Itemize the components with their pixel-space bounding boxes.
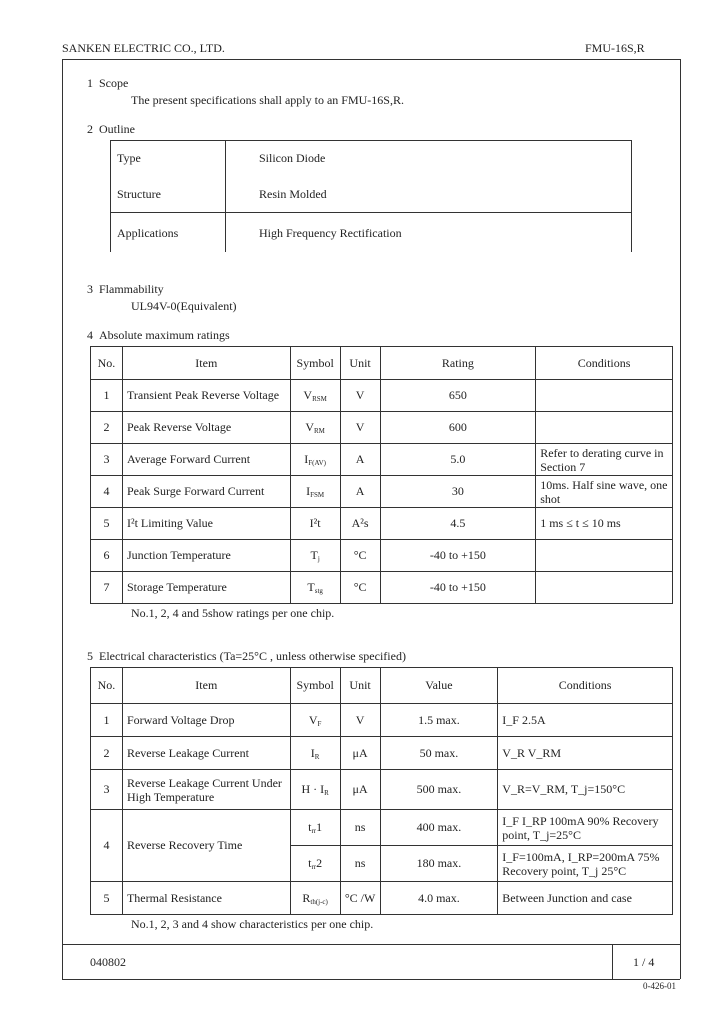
elec-header-no: No. (91, 668, 123, 704)
row-item: Peak Surge Forward Current (122, 476, 290, 508)
row-conditions (536, 572, 673, 604)
row-rating: 5.0 (380, 444, 536, 476)
row-rating: 30 (380, 476, 536, 508)
row-symbol: I²t (290, 508, 340, 540)
row-symbol: $I_R$ (290, 737, 340, 770)
frame-bottom (62, 979, 680, 980)
flammability-text: UL94V-0(Equivalent) (131, 299, 237, 313)
row-value: 400 max. (380, 810, 498, 846)
row-unit: A (340, 444, 380, 476)
row-item: Average Forward Current (122, 444, 290, 476)
row-conditions: 1 ms ≤ t ≤ 10 ms (536, 508, 673, 540)
table-row (91, 476, 673, 508)
row-no: 4 (91, 810, 123, 882)
row-conditions (536, 540, 673, 572)
outline-right-line (631, 140, 632, 252)
row-value: 180 max. (380, 846, 498, 882)
row-symbol: $t_{rr}1$ (290, 810, 340, 846)
table-row (91, 704, 673, 737)
table-row (91, 737, 673, 770)
row-conditions: I_F=100mA, I_RP=200mA 75% Recovery point, T_j 25°C (498, 846, 673, 882)
section-scope-heading: 1 Scope (87, 76, 129, 90)
frame-top (62, 59, 680, 60)
absmax-header-conditions: Conditions (536, 347, 673, 380)
row-item: Junction Temperature (122, 540, 290, 572)
elec-header-conditions: Conditions (498, 668, 673, 704)
row-unit: A (340, 476, 380, 508)
row-symbol: $V_{RM}$ (290, 412, 340, 444)
table-row (91, 540, 673, 572)
row-symbol: $I_{F(AV)}$ (290, 444, 340, 476)
row-symbol: $T_j$ (290, 540, 340, 572)
row-unit: °C (340, 572, 380, 604)
row-no: 1 (91, 380, 123, 412)
frame-left (62, 59, 63, 979)
table-row (91, 770, 673, 810)
row-conditions: V_R V_RM (498, 737, 673, 770)
outline-structure-label: Structure (117, 187, 161, 201)
table-row (91, 444, 673, 476)
company-name: SANKEN ELECTRIC CO., LTD. (62, 41, 225, 55)
row-rating: -40 to +150 (380, 540, 536, 572)
row-value: 50 max. (380, 737, 498, 770)
elec-header-value: Value (380, 668, 498, 704)
table-row (91, 380, 673, 412)
outline-top-line (110, 140, 632, 141)
outline-mid-line (110, 212, 632, 213)
row-no: 3 (91, 444, 123, 476)
row-item: Reverse Recovery Time (122, 810, 290, 882)
row-item: Forward Voltage Drop (122, 704, 290, 737)
row-item: I²t Limiting Value (122, 508, 290, 540)
row-symbol: $H \cdot I_R$ (290, 770, 340, 810)
row-item: Reverse Leakage Current Under High Temperature (122, 770, 290, 810)
row-value: 500 max. (380, 770, 498, 810)
row-conditions (536, 380, 673, 412)
row-symbol: $t_{rr}2$ (290, 846, 340, 882)
elec-note: No.1, 2, 3 and 4 show characteristics per one chip. (131, 917, 374, 931)
row-unit: A²s (340, 508, 380, 540)
outline-applications-label: Applications (117, 226, 179, 240)
row-no: 1 (91, 704, 123, 737)
row-item: Transient Peak Reverse Voltage (122, 380, 290, 412)
section-absmax-heading: 4 Absolute maximum ratings (87, 328, 230, 342)
row-unit: ns (340, 810, 380, 846)
row-conditions: V_R=V_RM, T_j=150°C (498, 770, 673, 810)
page-number: 1 / 4 (633, 955, 655, 969)
part-number: FMU-16S,R (585, 41, 645, 55)
row-unit: °C /W (340, 882, 380, 915)
table-row (91, 572, 673, 604)
row-symbol: $V_F$ (290, 704, 340, 737)
table-row (91, 810, 673, 846)
row-item: Thermal Resistance (122, 882, 290, 915)
section-elec-heading: 5 Electrical characteristics (Ta=25°C , unless otherwise specified) (87, 649, 406, 663)
section-flammability-heading: 3 Flammability (87, 282, 164, 296)
row-rating: -40 to +150 (380, 572, 536, 604)
absmax-header-unit: Unit (340, 347, 380, 380)
elec-header-symbol: Symbol (290, 668, 340, 704)
table-row (91, 412, 673, 444)
row-unit: °C (340, 540, 380, 572)
row-rating: 600 (380, 412, 536, 444)
row-unit: V (340, 704, 380, 737)
row-symbol: $T_{stg}$ (290, 572, 340, 604)
row-symbol: $I_{FSM}$ (290, 476, 340, 508)
footer-divider (62, 944, 680, 945)
absmax-header-item: Item (122, 347, 290, 380)
table-row (91, 882, 673, 915)
row-no: 2 (91, 412, 123, 444)
row-symbol: $V_{RSM}$ (290, 380, 340, 412)
outline-type-value: Silicon Diode (259, 151, 326, 165)
row-item: Reverse Leakage Current (122, 737, 290, 770)
row-conditions: Between Junction and case (498, 882, 673, 915)
footer-split (612, 944, 613, 979)
elec-header-item: Item (122, 668, 290, 704)
section-outline-heading: 2 Outline (87, 122, 135, 136)
scope-text: The present specifications shall apply to an FMU-16S,R. (131, 93, 404, 107)
form-number: 0-426-01 (643, 981, 676, 991)
row-no: 6 (91, 540, 123, 572)
frame-right (680, 59, 681, 979)
outline-col-line (225, 140, 226, 252)
row-no: 7 (91, 572, 123, 604)
outline-applications-value: High Frequency Rectification (259, 226, 402, 240)
row-no: 5 (91, 508, 123, 540)
row-no: 4 (91, 476, 123, 508)
row-unit: μA (340, 737, 380, 770)
elec-table (90, 667, 673, 915)
row-conditions: I_F 2.5A (498, 704, 673, 737)
row-unit: ns (340, 846, 380, 882)
row-conditions: I_F I_RP 100mA 90% Recovery point, T_j=25°C (498, 810, 673, 846)
row-value: 4.0 max. (380, 882, 498, 915)
row-value: 1.5 max. (380, 704, 498, 737)
row-no: 3 (91, 770, 123, 810)
row-unit: μA (340, 770, 380, 810)
outline-left-line (110, 140, 111, 252)
outline-structure-value: Resin Molded (259, 187, 327, 201)
row-rating: 4.5 (380, 508, 536, 540)
row-unit: V (340, 412, 380, 444)
footer-code: 040802 (90, 955, 126, 969)
row-conditions: Refer to derating curve in Section 7 (536, 444, 673, 476)
row-conditions: 10ms. Half sine wave, one shot (536, 476, 673, 508)
absmax-table (90, 346, 673, 604)
elec-header-unit: Unit (340, 668, 380, 704)
absmax-header-rating: Rating (380, 347, 536, 380)
absmax-note: No.1, 2, 4 and 5show ratings per one chip. (131, 606, 335, 620)
row-no: 2 (91, 737, 123, 770)
row-item: Peak Reverse Voltage (122, 412, 290, 444)
absmax-header-no: No. (91, 347, 123, 380)
outline-type-label: Type (117, 151, 141, 165)
row-unit: V (340, 380, 380, 412)
row-conditions (536, 412, 673, 444)
row-rating: 650 (380, 380, 536, 412)
row-no: 5 (91, 882, 123, 915)
row-item: Storage Temperature (122, 572, 290, 604)
row-symbol: $R_{th(j-c)}$ (290, 882, 340, 915)
table-row (91, 508, 673, 540)
absmax-header-symbol: Symbol (290, 347, 340, 380)
